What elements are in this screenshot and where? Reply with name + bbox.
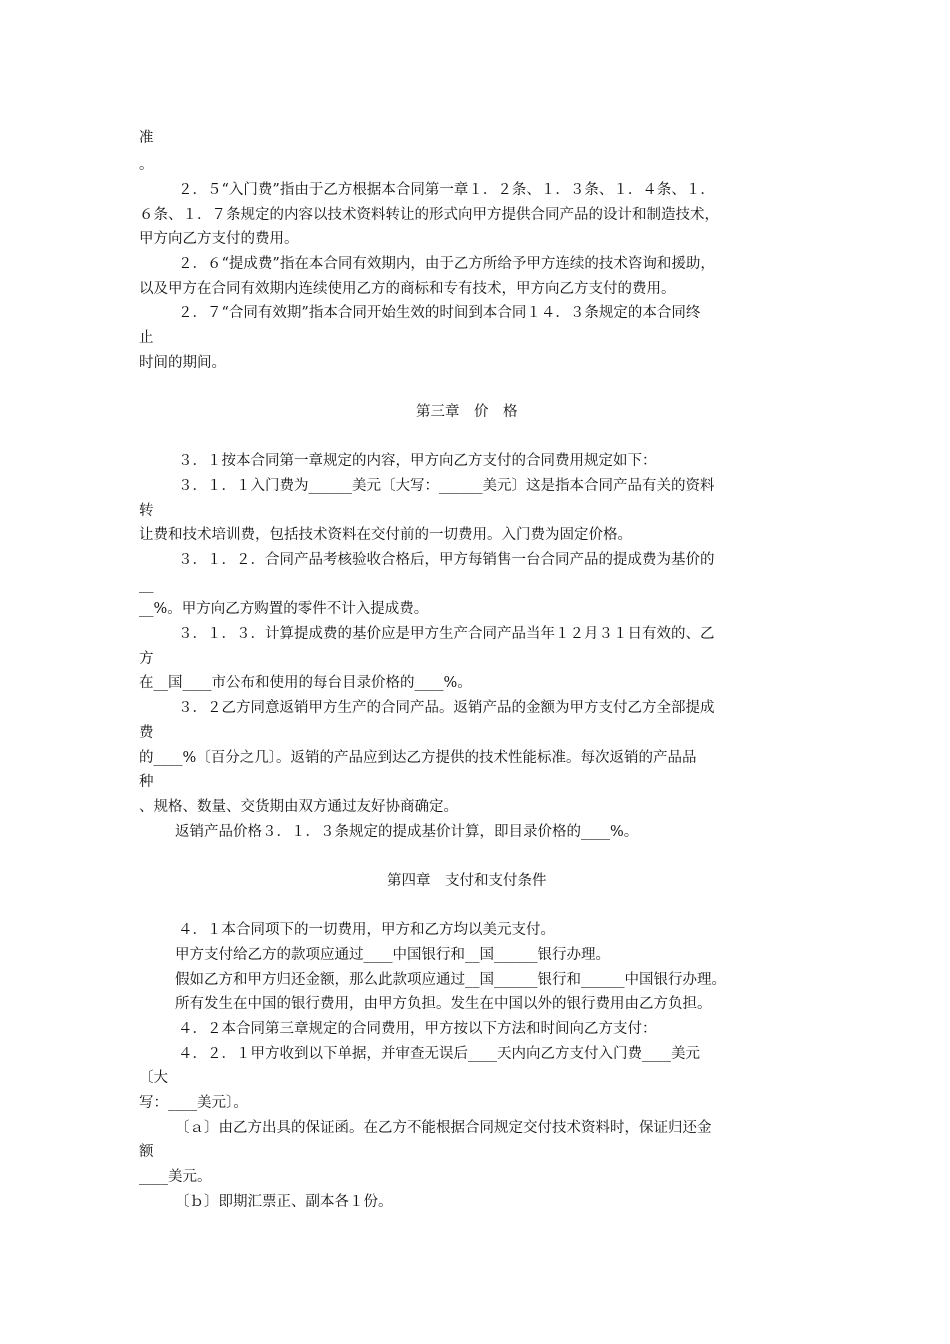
text-line: 转 [139, 503, 154, 519]
text-line: 假如乙方和甲方归还金额，那么此款项应通过__国______银行和______中国银行办理。 [175, 972, 726, 988]
text-line: 甲方向乙方支付的费用。 [139, 231, 299, 247]
text-line: ３．２乙方同意返销甲方生产的合同产品。返销产品的金额为甲方支付乙方全部提成 [178, 700, 715, 716]
text-line: 方 [139, 651, 154, 667]
text-line: 准 [139, 130, 154, 146]
text-line: 返销产品价格３．１．３条规定的提成基价计算，即目录价格的____%。 [175, 824, 639, 840]
text-line: ３．１按本合同第一章规定的内容，甲方向乙方支付的合同费用规定如下： [178, 453, 657, 469]
text-line: __%。甲方向乙方购置的零件不计入提成费。 [139, 601, 429, 617]
text-line: 。 [139, 157, 154, 173]
text-line: ４．２本合同第三章规定的合同费用，甲方按以下方法和时间向乙方支付： [178, 1021, 657, 1037]
text-line: ２．５“入门费”指由于乙方根据本合同第一章１．２条、１．３条、１．４条、１． [178, 182, 715, 198]
text-line: 、规格、数量、交货期由双方通过友好协商确定。 [139, 799, 458, 815]
text-line: 费 [139, 725, 154, 741]
text-line: ６条、１．７条规定的内容以技术资料转让的形式向甲方提供合同产品的设计和制造技术， [139, 207, 719, 223]
text-line: 〔ａ〕由乙方出具的保证函。在乙方不能根据合同规定交付技术资料时，保证归还金 [175, 1120, 712, 1136]
text-line: ３．１．３．计算提成费的基价应是甲方生产合同产品当年１２月３１日有效的、乙 [178, 626, 715, 642]
text-line: 止 [139, 330, 154, 346]
text-line: 甲方支付给乙方的款项应通过____中国银行和__国______银行办理。 [175, 947, 610, 963]
text-line: 种 [139, 774, 154, 790]
text-line: ２．７“合同有效期”指本合同开始生效的时间到本合同１４．３条规定的本合同终 [178, 305, 701, 321]
text-line: 〔ｂ〕即期汇票正、副本各１份。 [175, 1194, 393, 1210]
text-line: 所有发生在中国的银行费用，由甲方负担。发生在中国以外的银行费用由乙方负担。 [175, 996, 712, 1012]
text-line: ２．６“提成费”指在本合同有效期内，由于乙方所给予甲方连续的技术咨询和援助， [178, 256, 715, 272]
text-line: 〔大 [139, 1070, 168, 1086]
text-line: ３．１．２．合同产品考核验收合格后，甲方每销售一台合同产品的提成费为基价的 [178, 552, 715, 568]
text-line: ____美元。 [139, 1169, 212, 1185]
chapter-heading: 第三章 价 格 [416, 404, 518, 420]
text-line: 以及甲方在合同有效期内连续使用乙方的商标和专有技术，甲方向乙方支付的费用。 [139, 281, 676, 297]
text-line: ３．１．１入门费为______美元〔大写：______美元〕这是指本合同产品有关的资料 [178, 478, 715, 494]
chapter-heading: 第四章 支付和支付条件 [387, 873, 547, 889]
text-line: 在__国____市公布和使用的每台目录价格的____%。 [139, 675, 472, 691]
text-line: __ [139, 577, 154, 593]
text-line: ４．１本合同项下的一切费用，甲方和乙方均以美元支付。 [178, 922, 555, 938]
text-line: 让费和技术培训费，包括技术资料在交付前的一切费用。入门费为固定价格。 [139, 527, 632, 543]
text-line: 额 [139, 1144, 154, 1160]
text-line: 写：____美元〕。 [139, 1095, 248, 1111]
text-line: 时间的期间。 [139, 355, 226, 371]
text-line: ４．２．１甲方收到以下单据，并审查无误后____天内向乙方支付入门费____美元 [178, 1046, 700, 1062]
text-line: 的____%〔百分之几〕。返销的产品应到达乙方提供的技术性能标准。每次返销的产品品 [139, 750, 697, 766]
